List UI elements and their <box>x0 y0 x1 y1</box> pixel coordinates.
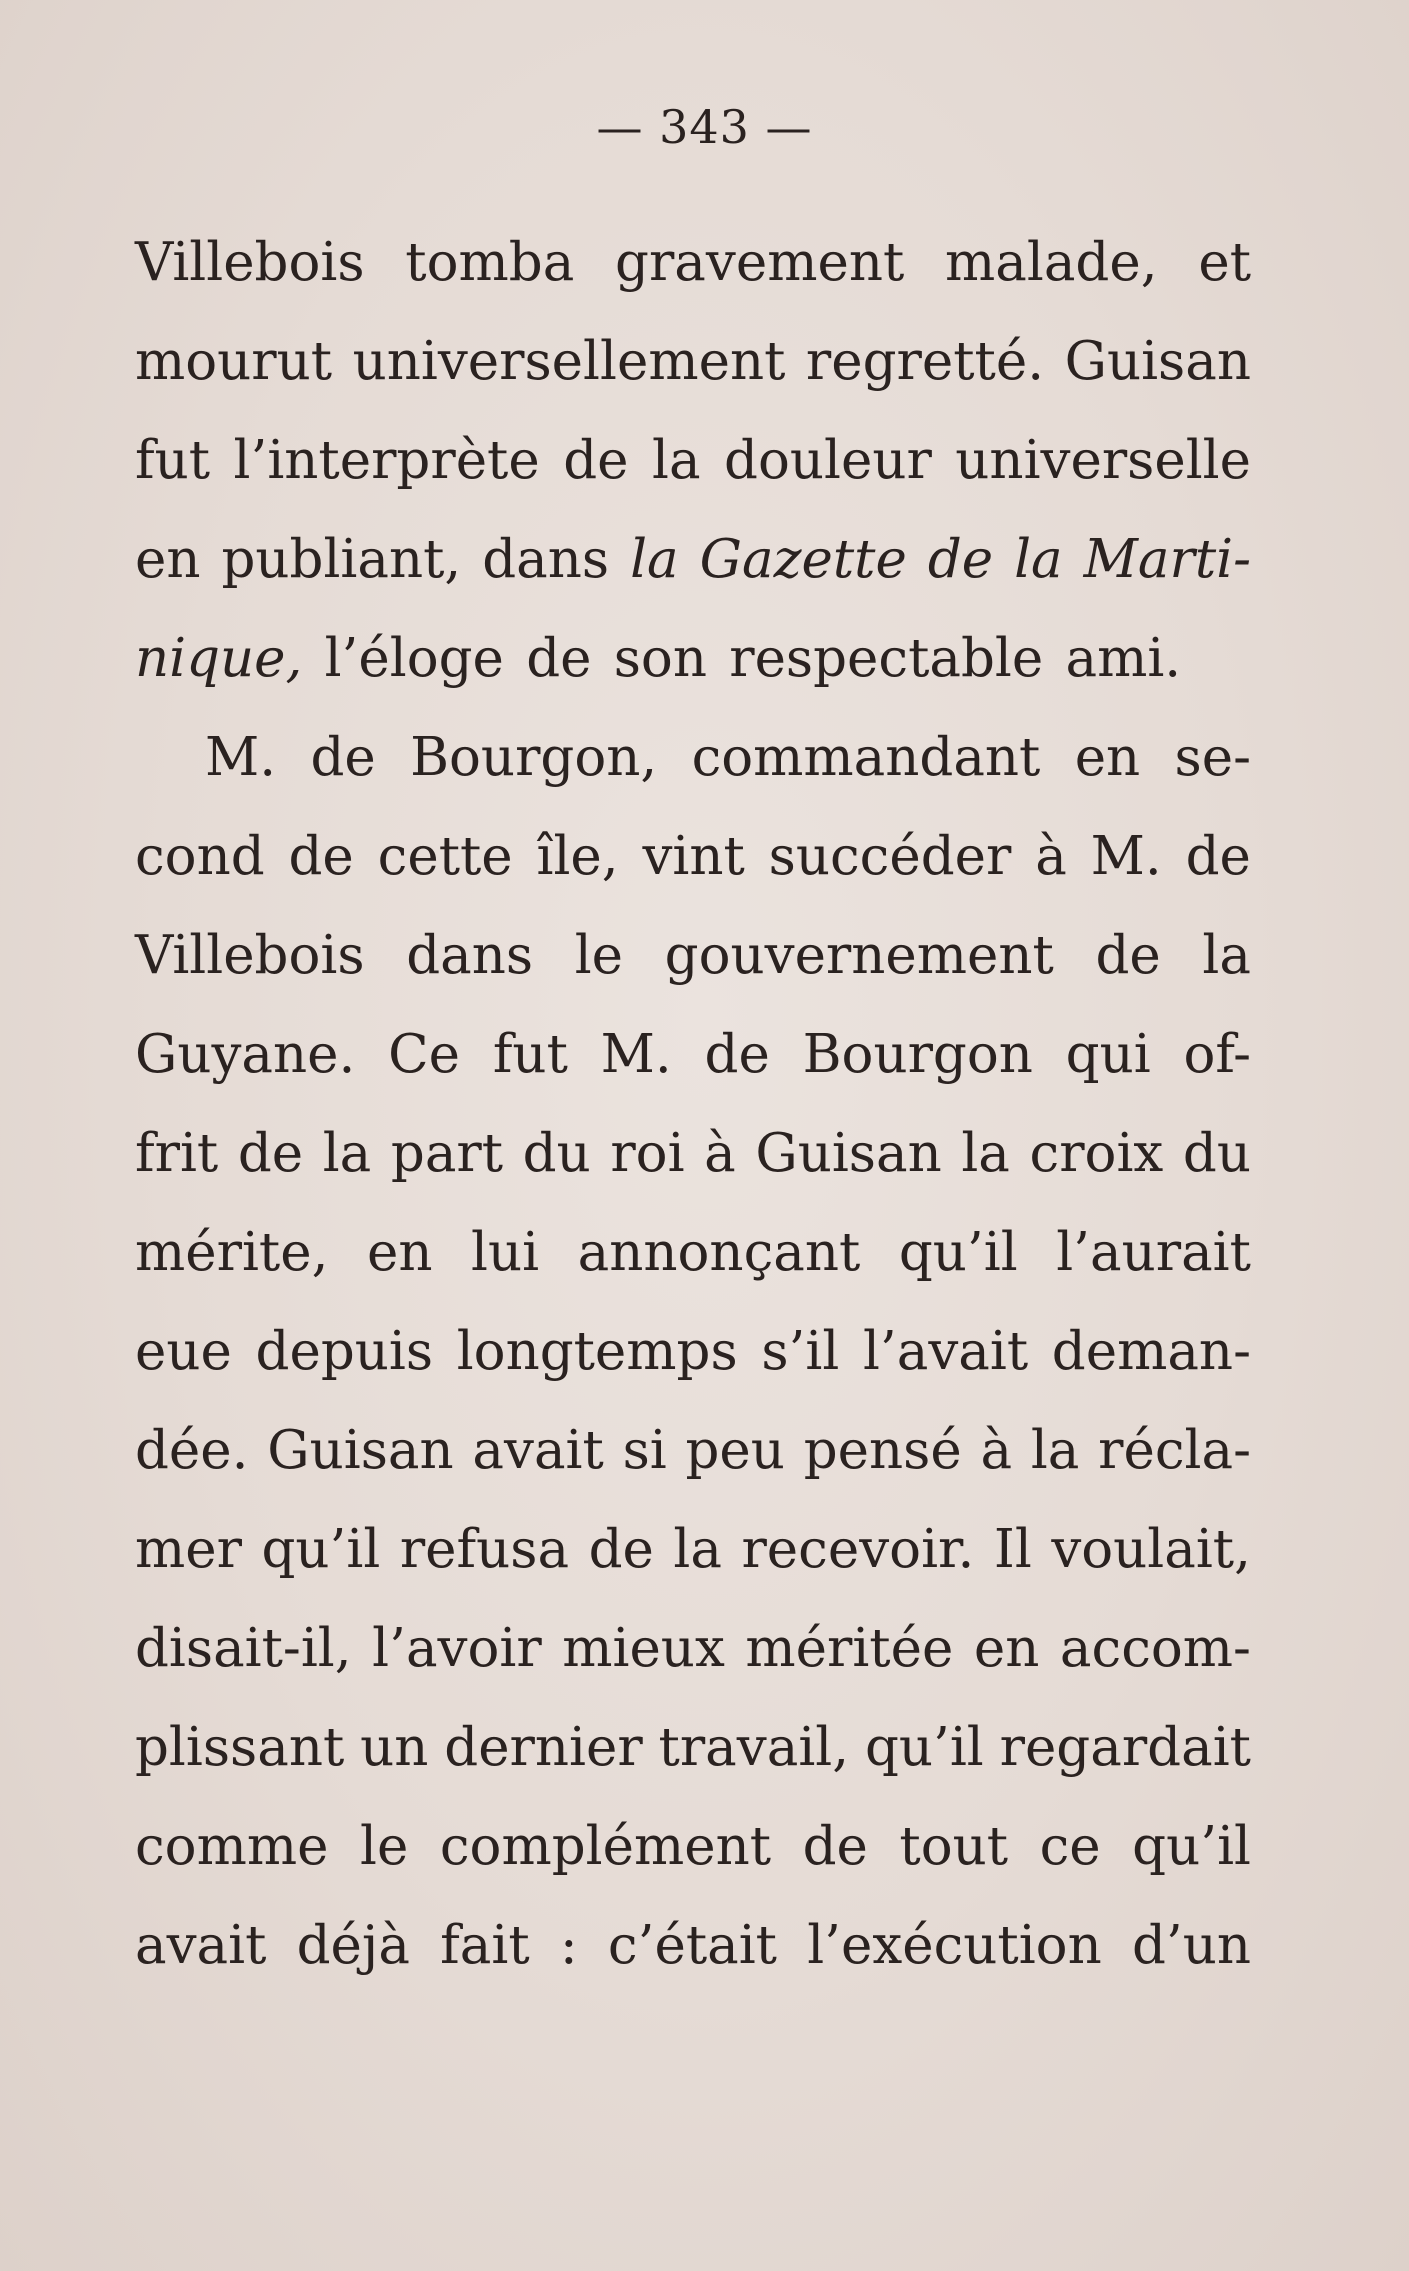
word: : <box>559 1915 578 1976</box>
word: si <box>622 1420 667 1481</box>
word: avait <box>135 1915 267 1976</box>
word: l’interprète <box>233 430 540 491</box>
word: regardait <box>999 1717 1251 1778</box>
word: en <box>366 1222 433 1283</box>
word: la <box>1202 925 1251 986</box>
word: dans <box>406 925 534 986</box>
word: eue <box>135 1321 232 1382</box>
word: of- <box>1183 1024 1251 1085</box>
word: mieux <box>562 1618 725 1679</box>
word: de <box>704 1024 770 1085</box>
word: à <box>980 1420 1013 1481</box>
word: croix <box>1029 1123 1164 1184</box>
word: à <box>704 1123 736 1184</box>
word: M. <box>1090 826 1162 887</box>
word: frit <box>135 1123 219 1184</box>
word: mourut <box>135 331 333 392</box>
word: l’avoir <box>372 1618 542 1679</box>
word: déjà <box>296 1915 410 1976</box>
word: qu’il <box>1132 1816 1251 1877</box>
word: refusa <box>399 1519 570 1580</box>
word: tout <box>899 1816 1009 1877</box>
word: la <box>961 1123 1010 1184</box>
word: douleur <box>724 430 932 491</box>
word: en <box>1074 727 1141 788</box>
word: commandant <box>691 727 1041 788</box>
text-line <box>135 1401 1251 1500</box>
word: l’avait <box>862 1321 1029 1382</box>
word: dée. <box>135 1420 249 1481</box>
word: fait <box>440 1915 530 1976</box>
word: ami. <box>1065 628 1182 689</box>
word: dans <box>482 529 610 590</box>
word: cette <box>377 826 513 887</box>
word: l’éloge <box>324 628 504 689</box>
word: de <box>288 826 354 887</box>
word: le <box>360 1816 409 1877</box>
word: respectable <box>729 628 1044 689</box>
text-line <box>135 609 1251 708</box>
word: d’un <box>1131 1915 1251 1976</box>
word: depuis <box>255 1321 434 1382</box>
word: la <box>652 430 701 491</box>
word: travail, <box>658 1717 850 1778</box>
word: Villebois <box>135 232 365 293</box>
word: part <box>390 1123 504 1184</box>
paragraph-1 <box>135 213 1251 708</box>
word: de <box>1095 925 1161 986</box>
word: le <box>574 925 624 986</box>
word: Guisan <box>1064 331 1251 392</box>
word: Guyane. <box>135 1024 356 1085</box>
word: avait <box>472 1420 604 1481</box>
text-line <box>135 411 1251 510</box>
word: et <box>1198 232 1251 293</box>
word: longtemps <box>456 1321 738 1382</box>
text-line <box>135 1005 1251 1104</box>
word: Gazette <box>699 529 907 590</box>
text-line <box>135 1896 1251 1995</box>
text-line <box>135 1104 1251 1203</box>
word: Marti- <box>1083 529 1251 590</box>
word: complément <box>439 1816 772 1877</box>
word: annonçant <box>577 1222 861 1283</box>
word: dernier <box>444 1717 643 1778</box>
word: qu’il <box>898 1222 1018 1283</box>
word: deman- <box>1051 1321 1251 1382</box>
word: la <box>1030 1420 1080 1481</box>
body-text <box>135 213 1251 1995</box>
word: Guisan <box>267 1420 454 1481</box>
word: son <box>613 628 707 689</box>
word: la <box>1014 529 1063 590</box>
word: qu’il <box>864 1717 984 1778</box>
word: cond <box>135 826 265 887</box>
text-line <box>135 510 1251 609</box>
word: roi <box>610 1123 685 1184</box>
word: Villebois <box>135 925 365 986</box>
word: M. <box>600 1024 672 1085</box>
word: c’était <box>607 1915 777 1976</box>
word: en <box>973 1618 1040 1679</box>
word: de <box>310 727 376 788</box>
word: de <box>927 529 994 590</box>
text-line <box>135 708 1251 807</box>
word: gravement <box>615 232 905 293</box>
word: de <box>563 430 629 491</box>
word: de <box>802 1816 868 1877</box>
text-line <box>135 1698 1251 1797</box>
word: qui <box>1065 1024 1151 1085</box>
word: de <box>237 1123 304 1184</box>
word: universelle <box>955 430 1251 491</box>
text-line <box>135 312 1251 411</box>
page-number: — 343 — <box>596 100 813 154</box>
word: l’exécution <box>807 1915 1102 1976</box>
word: pensé <box>803 1420 962 1481</box>
word: de <box>526 628 592 689</box>
word: un <box>360 1717 429 1778</box>
word: mérite, <box>135 1222 329 1283</box>
word: M. <box>205 727 277 788</box>
word: voulait, <box>1051 1519 1251 1580</box>
word: Il <box>993 1519 1032 1580</box>
word: mer <box>135 1519 242 1580</box>
word: succéder <box>768 826 1012 887</box>
word: île, <box>536 826 619 887</box>
paragraph-2 <box>135 708 1251 1995</box>
word: recevoir. <box>741 1519 975 1580</box>
word: gouvernement <box>664 925 1054 986</box>
word: méritée <box>745 1618 954 1679</box>
word: de <box>1185 826 1251 887</box>
word: disait-il, <box>135 1618 352 1679</box>
text-line <box>135 213 1251 312</box>
word: accom- <box>1059 1618 1251 1679</box>
word: ce <box>1039 1816 1101 1877</box>
text-line <box>135 807 1251 906</box>
word: universellement <box>352 331 786 392</box>
word: récla- <box>1098 1420 1251 1481</box>
text-line <box>135 1599 1251 1698</box>
word: s’il <box>761 1321 840 1382</box>
word: de <box>588 1519 654 1580</box>
word: comme <box>135 1816 329 1877</box>
word: malade, <box>945 232 1158 293</box>
word: peu <box>685 1420 785 1481</box>
text-line <box>135 1500 1251 1599</box>
word: regretté. <box>805 331 1045 392</box>
word: la <box>322 1123 372 1184</box>
word: fut <box>135 430 211 491</box>
word: Bourgon, <box>410 727 658 788</box>
text-line <box>135 906 1251 1005</box>
word: la <box>673 1519 722 1580</box>
word: lui <box>471 1222 540 1283</box>
word: fut <box>492 1024 568 1085</box>
text-line <box>135 1797 1251 1896</box>
word: du <box>1182 1123 1251 1184</box>
word: Ce <box>388 1024 461 1085</box>
word: publiant, <box>221 529 462 590</box>
word: en <box>135 529 201 590</box>
word: tomba <box>405 232 575 293</box>
word: qu’il <box>261 1519 381 1580</box>
word: nique, <box>135 628 303 689</box>
word: Bourgon <box>802 1024 1033 1085</box>
word: du <box>522 1123 591 1184</box>
word: l’aurait <box>1056 1222 1251 1283</box>
text-line <box>135 1203 1251 1302</box>
word: se- <box>1174 727 1251 788</box>
word: vint <box>642 826 745 887</box>
word: plissant <box>135 1717 345 1778</box>
word: à <box>1035 826 1067 887</box>
text-line <box>135 1302 1251 1401</box>
word: Guisan <box>755 1123 942 1184</box>
word: la <box>630 529 679 590</box>
